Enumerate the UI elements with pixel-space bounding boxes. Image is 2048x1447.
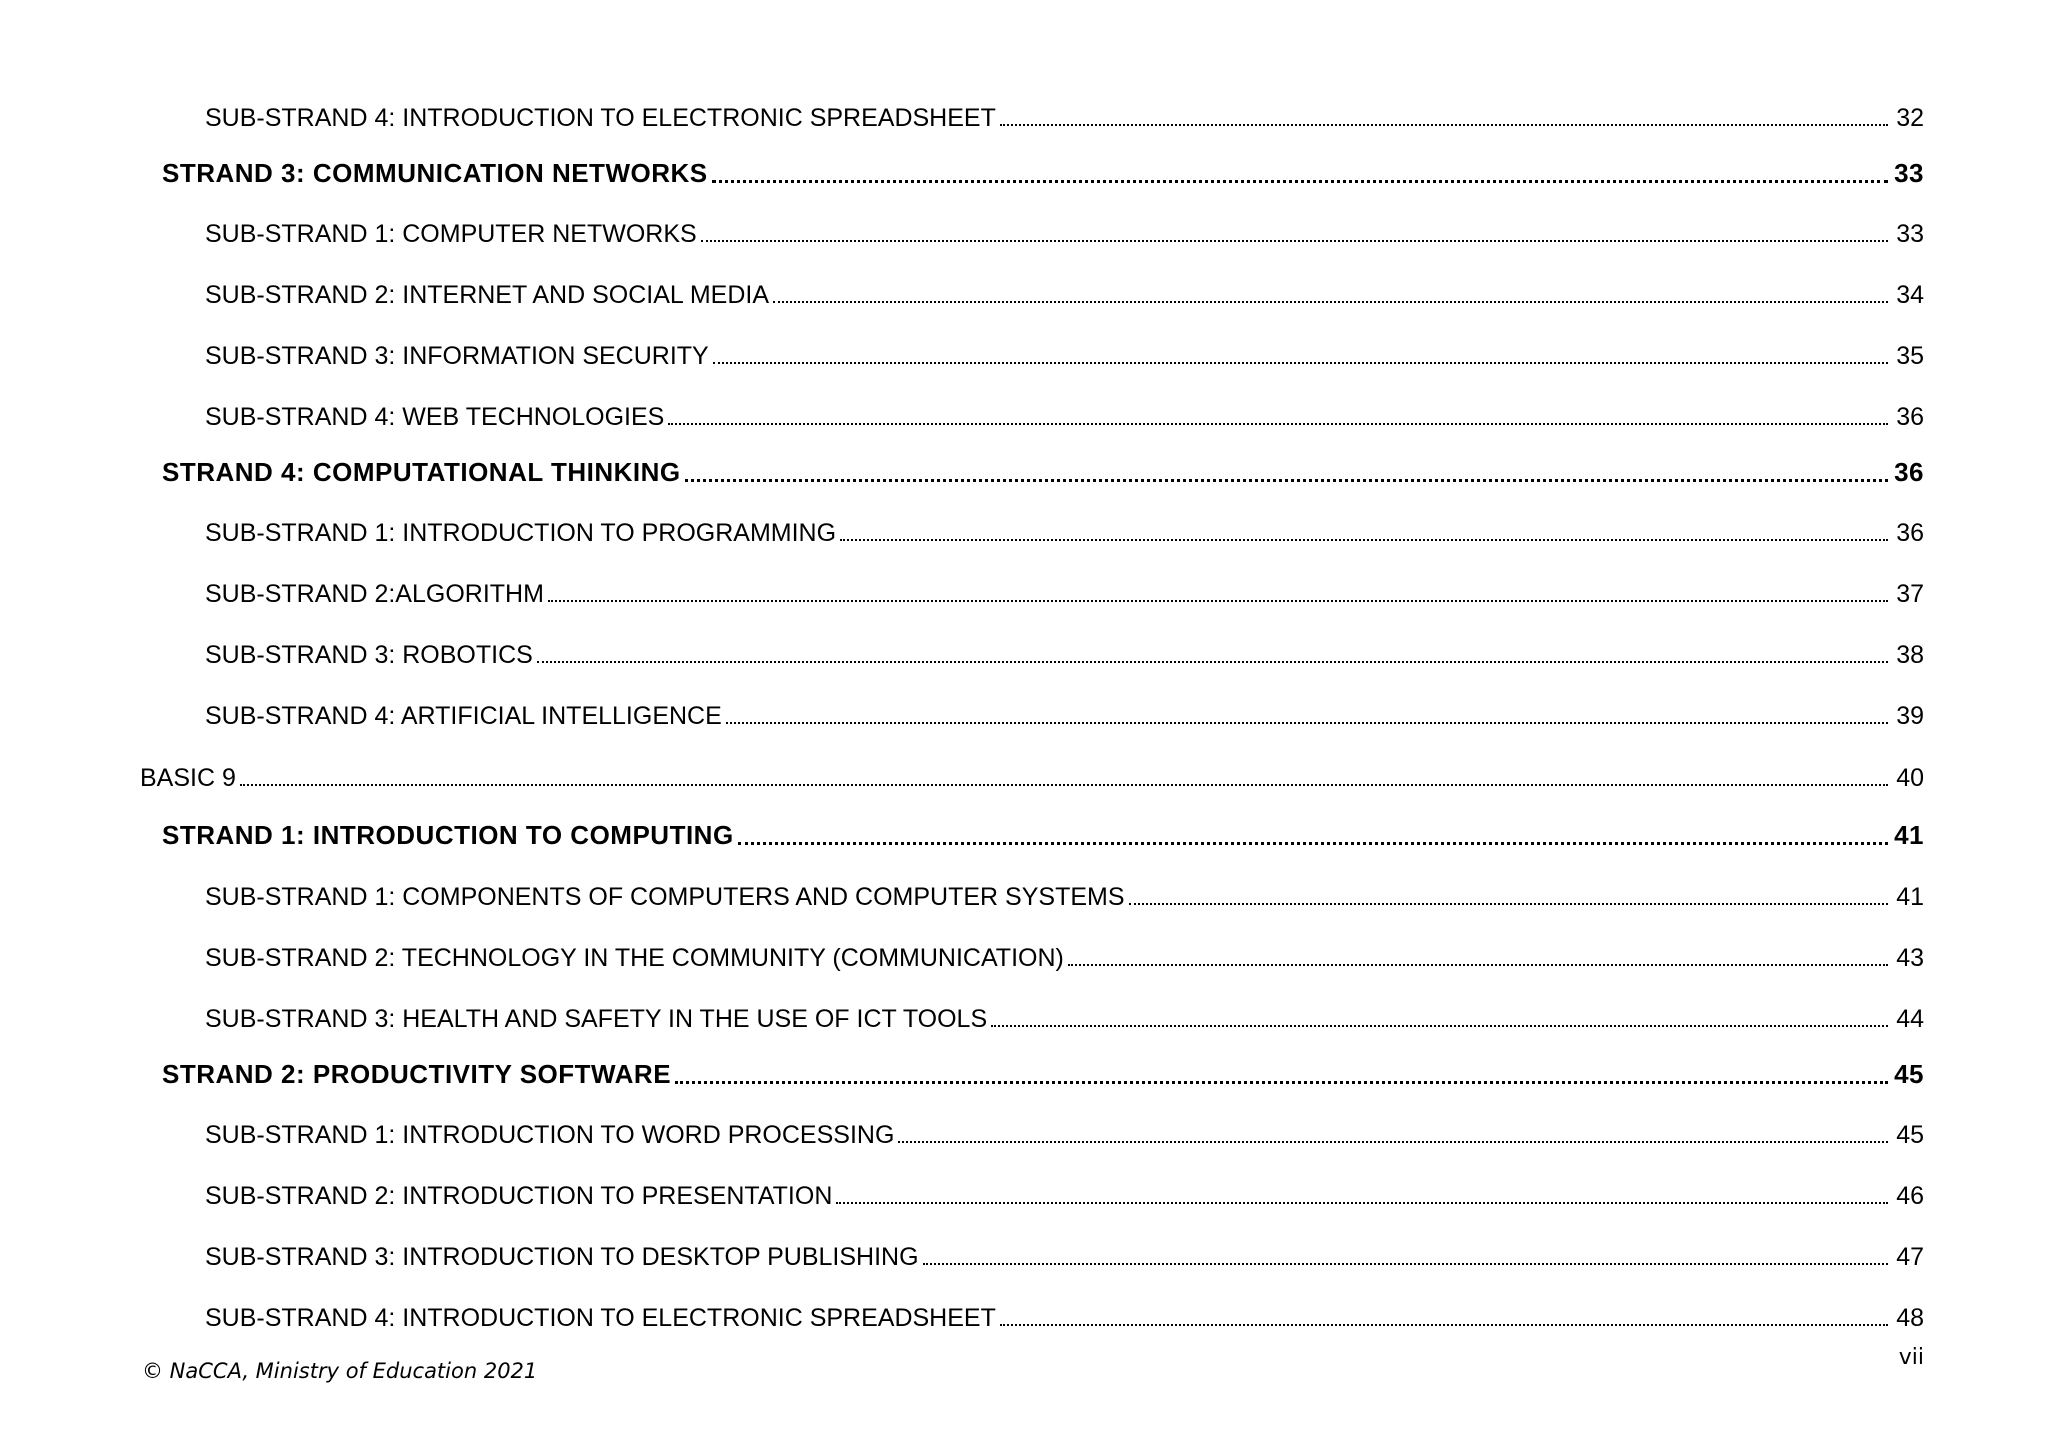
toc-entry-substrand[interactable] — [205, 403, 1924, 432]
toc-entry-basic[interactable] — [140, 764, 1924, 793]
toc-entry-substrand[interactable] — [205, 641, 1924, 670]
dot-leader — [701, 240, 1888, 242]
toc-entry-label: STRAND 3: COMMUNICATION NETWORKS — [162, 158, 708, 188]
toc-entry-page: 36 — [1896, 403, 1924, 431]
dot-leader — [991, 1025, 1888, 1027]
toc-entry-label: STRAND 2: PRODUCTIVITY SOFTWARE — [162, 1059, 672, 1089]
toc-entry-page: 36 — [1896, 519, 1924, 547]
toc-entry-page: 35 — [1896, 342, 1924, 370]
toc-entry-substrand[interactable] — [205, 1304, 1924, 1333]
toc-entry-label: SUB-STRAND 3: INFORMATION SECURITY — [205, 342, 709, 370]
footer-page-number: vii — [1898, 1345, 1924, 1370]
toc-entry-substrand[interactable] — [205, 1182, 1924, 1211]
dot-leader — [898, 1141, 1888, 1143]
toc-entry-label: SUB-STRAND 1: COMPUTER NETWORKS — [205, 220, 697, 248]
toc-entry-page: 48 — [1896, 1304, 1924, 1332]
toc-entry-label: BASIC 9 — [140, 764, 236, 792]
toc-entry-label: SUB-STRAND 2: INTERNET AND SOCIAL MEDIA — [205, 281, 769, 309]
dot-leader — [712, 180, 1888, 183]
toc-entry-page: 46 — [1896, 1182, 1924, 1210]
dot-leader — [923, 1263, 1888, 1265]
toc-entry-label: STRAND 4: COMPUTATIONAL THINKING — [162, 457, 681, 487]
toc-entry-substrand[interactable] — [205, 580, 1924, 609]
dot-leader — [1000, 124, 1888, 126]
toc-entry-label: SUB-STRAND 3: INTRODUCTION TO DESKTOP PUBLISHING — [205, 1243, 919, 1271]
toc-entry-label: SUB-STRAND 4: ARTIFICIAL INTELLIGENCE — [205, 702, 722, 730]
dot-leader — [675, 1081, 1888, 1084]
toc-entry-strand[interactable] — [162, 1059, 1924, 1090]
toc-entry-substrand[interactable] — [205, 702, 1924, 731]
toc-entry-page: 34 — [1896, 281, 1924, 309]
toc-entry-page: 43 — [1896, 944, 1924, 972]
toc-entry-substrand[interactable] — [205, 883, 1924, 912]
footer-copyright: © NaCCA, Ministry of Education 2021 — [142, 1359, 538, 1383]
toc-entry-label: SUB-STRAND 1: COMPONENTS OF COMPUTERS AND COMPUTER SYSTEMS — [205, 883, 1125, 911]
toc-entry-label: SUB-STRAND 4: WEB TECHNOLOGIES — [205, 403, 665, 431]
toc-entry-label: STRAND 1: INTRODUCTION TO COMPUTING — [162, 820, 734, 850]
toc-entry-page: 33 — [1896, 220, 1924, 248]
toc-entry-page: 40 — [1896, 764, 1924, 792]
toc-entry-page: 33 — [1894, 158, 1924, 188]
toc-entry-strand[interactable] — [162, 820, 1924, 851]
toc-entry-label: SUB-STRAND 3: HEALTH AND SAFETY IN THE USE OF ICT TOOLS — [205, 1005, 988, 1033]
toc-entry-label: SUB-STRAND 4: INTRODUCTION TO ELECTRONIC SPREADSHEET — [205, 104, 996, 132]
dot-leader — [773, 301, 1888, 303]
dot-leader — [240, 784, 1888, 786]
dot-leader — [840, 539, 1888, 541]
toc-entry-label: SUB-STRAND 1: INTRODUCTION TO PROGRAMMING — [205, 519, 837, 547]
toc-entry-label: SUB-STRAND 2:ALGORITHM — [205, 580, 544, 608]
dot-leader — [1129, 903, 1888, 905]
dot-leader — [1000, 1324, 1888, 1326]
toc-entry-page: 38 — [1896, 641, 1924, 669]
toc-entry-page: 47 — [1896, 1243, 1924, 1271]
toc-entry-substrand[interactable] — [205, 220, 1924, 249]
dot-leader — [738, 842, 1888, 845]
toc-entry-substrand[interactable] — [205, 1121, 1924, 1150]
dot-leader — [1068, 964, 1888, 966]
toc-entry-substrand[interactable] — [205, 1243, 1924, 1272]
toc-entry-page: 41 — [1896, 883, 1924, 911]
toc-entry-page: 44 — [1896, 1005, 1924, 1033]
toc-entry-label: SUB-STRAND 3: ROBOTICS — [205, 641, 533, 669]
dot-leader — [548, 600, 1888, 602]
dot-leader — [713, 362, 1888, 364]
toc-entry-label: SUB-STRAND 2: TECHNOLOGY IN THE COMMUNITY (COMMUNICATION) — [205, 944, 1064, 972]
toc-entry-label: SUB-STRAND 1: INTRODUCTION TO WORD PROCESSING — [205, 1121, 895, 1149]
toc-entry-substrand[interactable] — [205, 342, 1924, 371]
dot-leader — [685, 479, 1888, 482]
toc-entry-strand[interactable] — [162, 158, 1924, 189]
toc-entry-substrand[interactable] — [205, 1005, 1924, 1034]
toc-entry-label: SUB-STRAND 4: INTRODUCTION TO ELECTRONIC SPREADSHEET — [205, 1304, 996, 1332]
toc-entry-page: 41 — [1894, 820, 1924, 850]
dot-leader — [537, 661, 1888, 663]
toc-entry-substrand[interactable] — [205, 281, 1924, 310]
dot-leader — [836, 1202, 1888, 1204]
toc-entry-page: 37 — [1896, 580, 1924, 608]
toc-entry-substrand[interactable] — [205, 519, 1924, 548]
toc-entry-label: SUB-STRAND 2: INTRODUCTION TO PRESENTATION — [205, 1182, 833, 1210]
toc-entry-substrand[interactable] — [205, 944, 1924, 973]
toc-entry-substrand[interactable] — [205, 104, 1924, 133]
toc-entry-page: 39 — [1896, 702, 1924, 730]
toc-entry-strand[interactable] — [162, 457, 1924, 488]
toc-entry-page: 45 — [1896, 1121, 1924, 1149]
toc-entry-page: 32 — [1896, 104, 1924, 132]
toc-entry-page: 36 — [1894, 457, 1924, 487]
dot-leader — [668, 423, 1888, 425]
toc-entry-page: 45 — [1894, 1059, 1924, 1089]
dot-leader — [726, 722, 1888, 724]
